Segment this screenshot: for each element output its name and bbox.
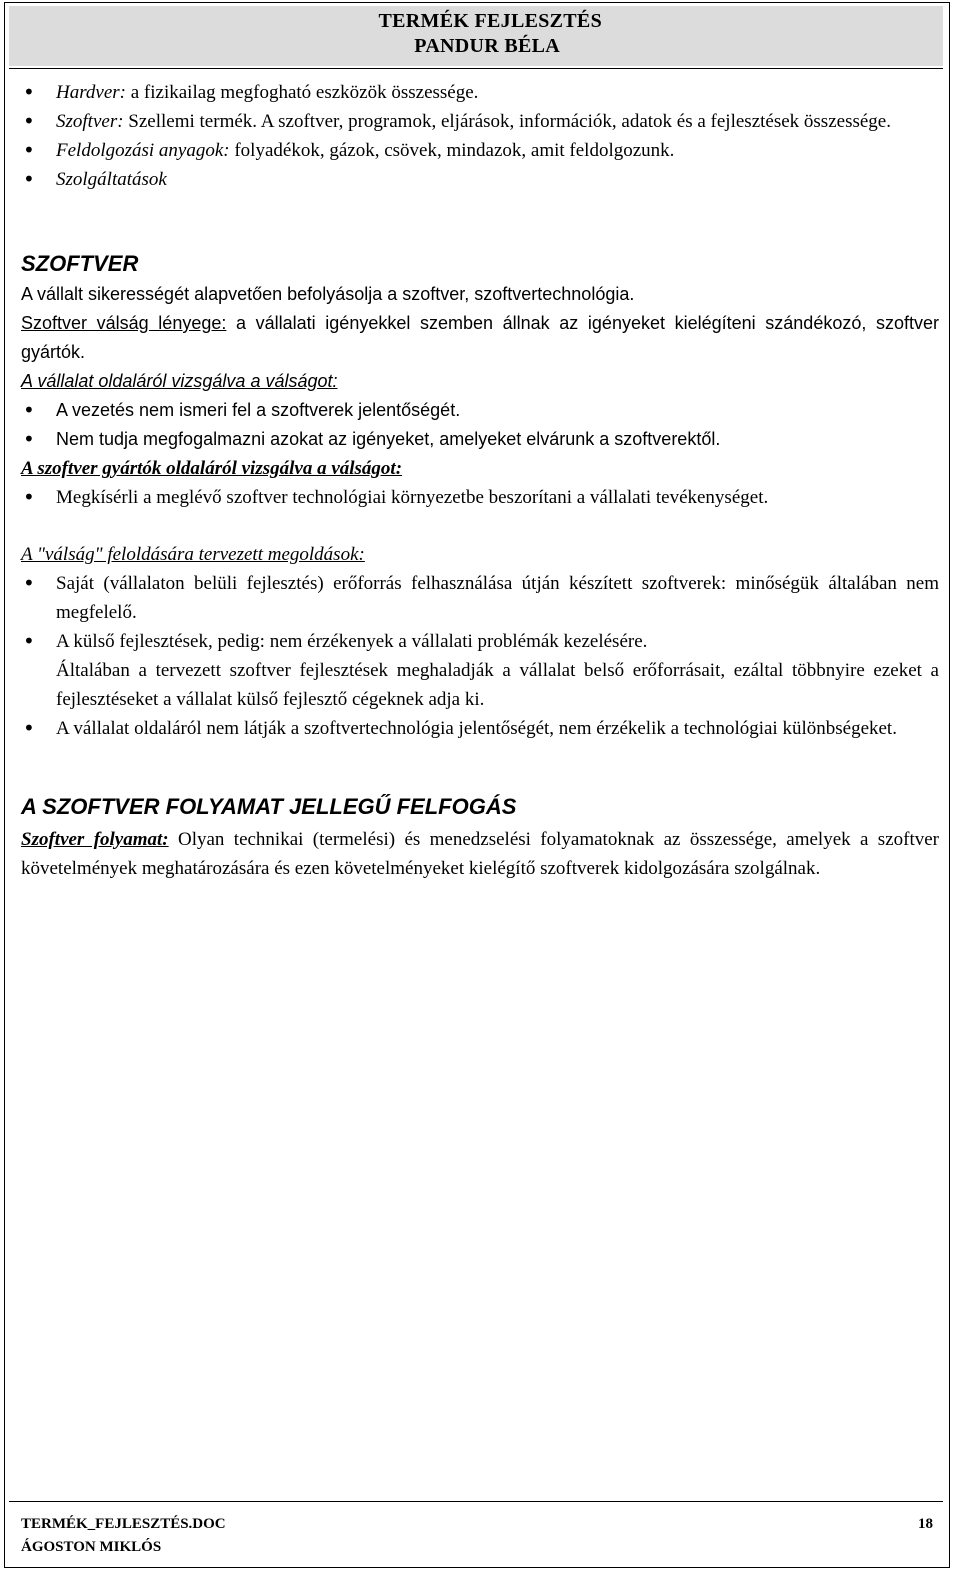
document-title: TERMÉK FEJLESZTÉS bbox=[378, 10, 602, 32]
term: Szoftver: bbox=[56, 111, 124, 132]
list-item bbox=[21, 714, 939, 743]
subheading-solutions: A "válság" feloldására tervezett megoldások: bbox=[21, 544, 365, 565]
list-item bbox=[21, 165, 939, 194]
paragraph: A vállalt sikerességét alapvetően befolyásolja a szoftver, szoftvertechnológia. bbox=[21, 284, 635, 304]
company-view-list bbox=[21, 396, 939, 454]
list-item bbox=[21, 569, 939, 627]
item-text: A vállalat oldaláról nem látják a szoftvertechnológia jelentőségét, nem érzékelik a technológiai különbségeket. bbox=[56, 718, 897, 739]
page-footer bbox=[21, 1513, 226, 1559]
footer-filename: TERMÉK_FEJLESZTÉS.DOC bbox=[21, 1516, 226, 1532]
header-divider bbox=[9, 68, 943, 69]
term: Hardver: bbox=[56, 82, 126, 103]
section-heading-folyamat: A SZOFTVER FOLYAMAT JELLEGŰ FELFOGÁS bbox=[21, 794, 517, 819]
list-item: • Megkísérli a meglévő szoftver technológiai környezetbe beszorítani a vállalati tevékenységet. bbox=[21, 483, 939, 512]
item-text: Saját (vállalaton belüli fejlesztés) erőforrás felhasználása útján készített szoftverek: minőségük általában nem megfelelő. bbox=[56, 573, 939, 623]
vendor-view-list bbox=[21, 483, 939, 512]
definition: Szellemi termék. A szoftver, programok, eljárások, információk, adatok és a fejlesztések összessége. bbox=[123, 111, 891, 132]
term: Szoftver válság lényege: bbox=[21, 313, 227, 333]
solutions-list bbox=[21, 569, 939, 743]
page-number: 18 bbox=[918, 1516, 933, 1532]
definition: Olyan technikai (termelési) és menedzselési folyamatoknak az összessége, amelyek a szoftver követelmények meghatározására és ezen követelményeket kielégítő szoftverek kidolgozására szolgálnak. bbox=[21, 829, 939, 879]
section-heading-szoftver: SZOFTVER bbox=[21, 251, 139, 276]
term: Szoftver folyamat: bbox=[21, 829, 169, 850]
term: Feldolgozási anyagok: bbox=[56, 140, 230, 161]
list-item bbox=[21, 627, 939, 714]
footer-author: ÁGOSTON MIKLÓS bbox=[21, 1539, 162, 1555]
list-item: • A vezetés nem ismeri fel a szoftverek jelentőségét. bbox=[21, 396, 939, 425]
paragraph bbox=[21, 825, 939, 883]
definition: folyadékok, gázok, csövek, mindazok, amit feldolgozunk. bbox=[229, 140, 675, 161]
subheading-vendor-view: A szoftver gyártók oldaláról vizsgálva a válságot: bbox=[21, 458, 403, 479]
term: Szolgáltatások bbox=[56, 169, 167, 190]
subheading-company-view: A vállalat oldaláról vizsgálva a válságot: bbox=[21, 371, 338, 391]
list-item bbox=[21, 107, 939, 136]
footer-divider bbox=[9, 1501, 943, 1502]
page-content bbox=[21, 78, 939, 883]
list-item bbox=[21, 136, 939, 165]
definition: a fizikailag megfogható eszközök összessége. bbox=[126, 82, 479, 103]
document-author: PANDUR BÉLA bbox=[414, 35, 560, 57]
definition: a vállalati igényekkel szemben állnak az igényeket kielégíteni szándékozó, szoftver gyártók. bbox=[21, 313, 939, 362]
page-header bbox=[9, 6, 943, 66]
intro-list bbox=[21, 78, 939, 194]
paragraph bbox=[21, 309, 939, 367]
list-item bbox=[21, 78, 939, 107]
list-item: • Nem tudja megfogalmazni azokat az igényeket, amelyeket elvárunk a szoftverektől. bbox=[21, 425, 939, 454]
item-extra: Általában a tervezett szoftver fejlesztések meghaladják a vállalat belső erőforrásait, ezáltal többnyire ezeket a fejlesztéseket a vállalat külső fejlesztő cégeknek adja ki. bbox=[56, 660, 939, 710]
item-text: A külső fejlesztések, pedig: nem érzékenyek a vállalati problémák kezelésére. bbox=[56, 631, 648, 652]
